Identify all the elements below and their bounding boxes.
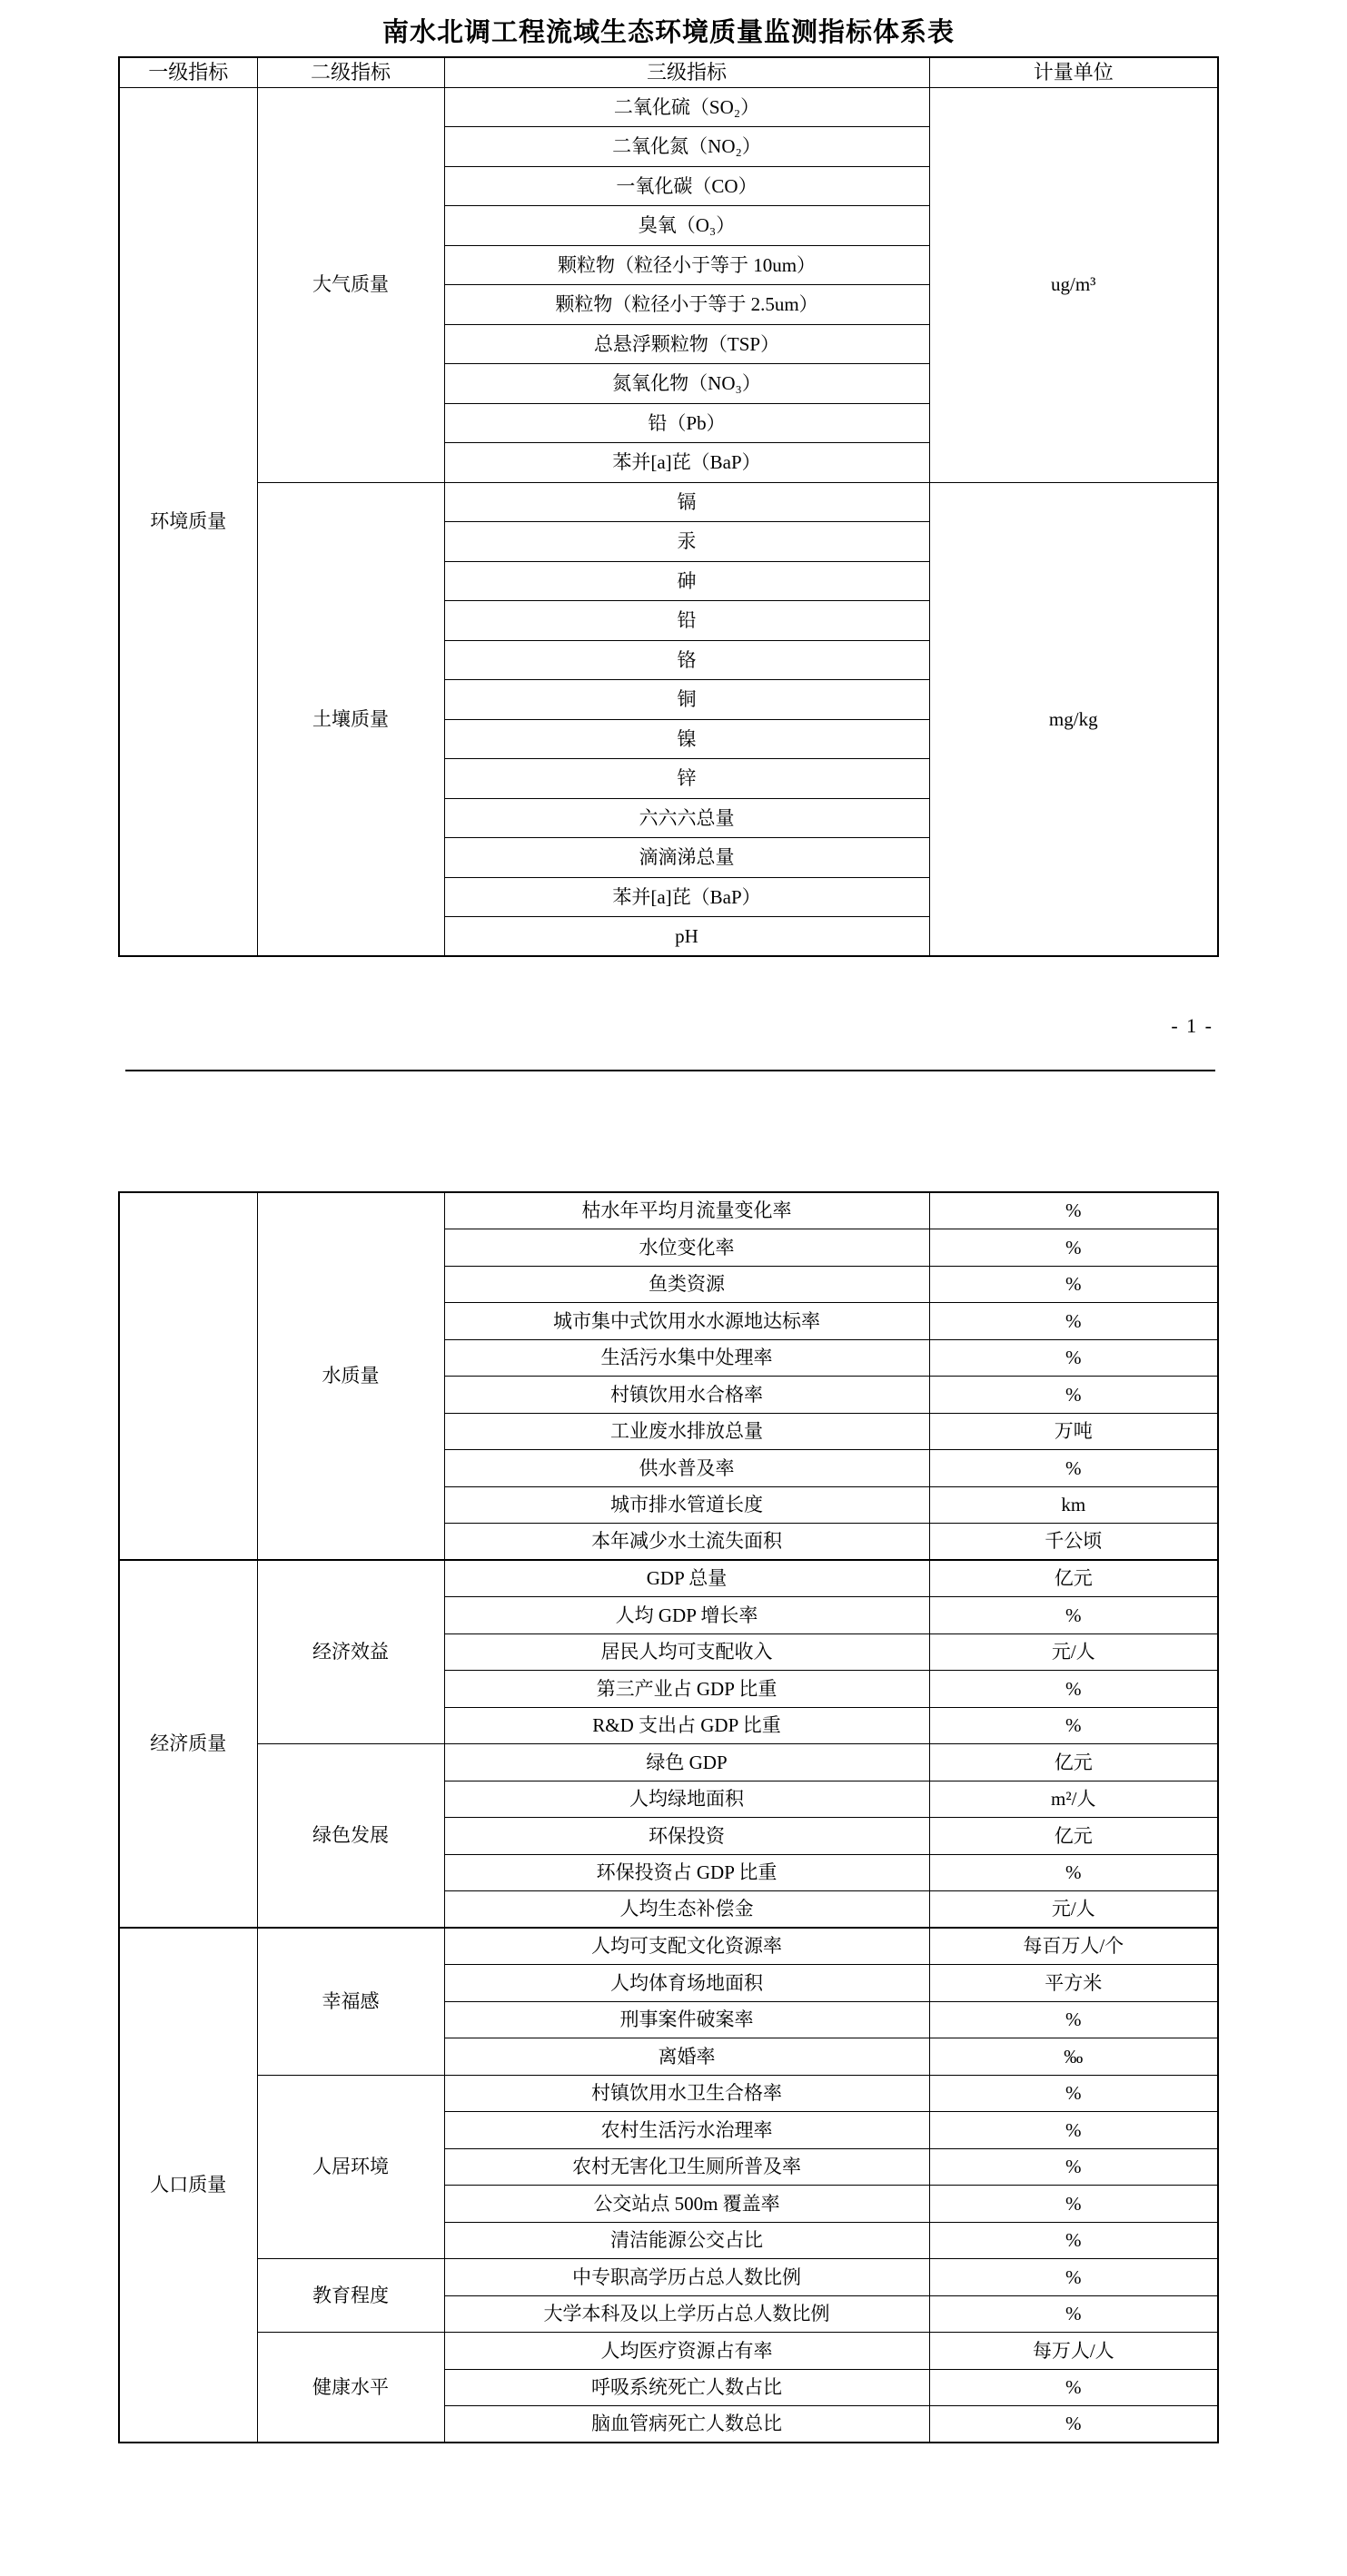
indicator-cell: 铬 <box>444 640 929 680</box>
indicator-cell: 村镇饮用水卫生合格率 <box>444 2075 929 2112</box>
indicator-cell: 滴滴涕总量 <box>444 838 929 878</box>
unit-cell: % <box>929 2369 1218 2406</box>
indicator-cell: 离婚率 <box>444 2038 929 2076</box>
indicator-cell: 苯并[a]芘（BaP） <box>444 877 929 917</box>
indicator-cell: 铜 <box>444 680 929 720</box>
indicator-cell: 环保投资占 GDP 比重 <box>444 1854 929 1891</box>
unit-cell: % <box>929 2222 1218 2259</box>
indicator-cell: 农村无害化卫生厕所普及率 <box>444 2148 929 2186</box>
indicator-cell: 大学本科及以上学历占总人数比例 <box>444 2295 929 2333</box>
unit-cell: 每万人/人 <box>929 2333 1218 2370</box>
level1-cell-empty <box>119 1192 257 1560</box>
unit-cell: m²/人 <box>929 1781 1218 1818</box>
level1-cell: 环境质量 <box>119 87 257 956</box>
indicator-cell: 人均 GDP 增长率 <box>444 1597 929 1634</box>
unit-cell: 亿元 <box>929 1818 1218 1855</box>
level2-cell: 健康水平 <box>257 2333 444 2443</box>
indicator-cell: 脑血管病死亡人数总比 <box>444 2406 929 2443</box>
level1-cell: 经济质量 <box>119 1560 257 1928</box>
indicator-table-page2 <box>118 1191 1219 2443</box>
indicator-cell: 一氧化碳（CO） <box>444 166 929 206</box>
unit-cell: 元/人 <box>929 1633 1218 1671</box>
unit-cell: % <box>929 1377 1218 1414</box>
indicator-cell: 鱼类资源 <box>444 1266 929 1303</box>
indicator-cell: 总悬浮颗粒物（TSP） <box>444 324 929 364</box>
indicator-cell: 城市排水管道长度 <box>444 1486 929 1524</box>
unit-cell: 平方米 <box>929 1965 1218 2002</box>
header-cell-level2: 二级指标 <box>257 57 444 87</box>
indicator-cell: 城市集中式饮用水水源地达标率 <box>444 1303 929 1340</box>
indicator-table-page1 <box>118 56 1219 957</box>
indicator-cell: 人均生态补偿金 <box>444 1891 929 1929</box>
indicator-cell: 人均医疗资源占有率 <box>444 2333 929 2370</box>
indicator-cell: 村镇饮用水合格率 <box>444 1377 929 1414</box>
unit-cell: 亿元 <box>929 1744 1218 1781</box>
indicator-cell: 刑事案件破案率 <box>444 2001 929 2038</box>
indicator-cell: 绿色 GDP <box>444 1744 929 1781</box>
indicator-cell: 工业废水排放总量 <box>444 1413 929 1450</box>
indicator-cell: 苯并[a]芘（BaP） <box>444 443 929 483</box>
indicator-cell: 人均可支配文化资源率 <box>444 1928 929 1965</box>
header-cell-unit: 计量单位 <box>929 57 1218 87</box>
unit-cell: % <box>929 1192 1218 1229</box>
table-row <box>119 482 1218 522</box>
indicator-cell: 人均体育场地面积 <box>444 1965 929 2002</box>
indicator-cell: 汞 <box>444 522 929 562</box>
unit-cell: % <box>929 1229 1218 1267</box>
unit-cell: 元/人 <box>929 1891 1218 1929</box>
header-row <box>119 57 1218 87</box>
indicator-cell: 供水普及率 <box>444 1450 929 1487</box>
unit-cell: % <box>929 2186 1218 2223</box>
table-row <box>119 1560 1218 1597</box>
indicator-cell: 清洁能源公交占比 <box>444 2222 929 2259</box>
indicator-cell: 锌 <box>444 759 929 799</box>
level2-cell: 人居环境 <box>257 2075 444 2259</box>
indicator-cell: 铅（Pb） <box>444 403 929 443</box>
indicator-cell: 中专职高学历占总人数比例 <box>444 2259 929 2296</box>
unit-cell: % <box>929 1303 1218 1340</box>
header-cell-level1: 一级指标 <box>119 57 257 87</box>
indicator-cell: 二氧化硫（SO₂） <box>444 87 929 127</box>
unit-cell: % <box>929 1671 1218 1708</box>
indicator-cell: 颗粒物（粒径小于等于 2.5um） <box>444 285 929 325</box>
level2-cell: 大气质量 <box>257 87 444 482</box>
unit-cell: % <box>929 1854 1218 1891</box>
unit-cell: km <box>929 1486 1218 1524</box>
table-row <box>119 2259 1218 2296</box>
indicator-cell: 枯水年平均月流量变化率 <box>444 1192 929 1229</box>
level2-cell: 土壤质量 <box>257 482 444 956</box>
indicator-cell: 二氧化氮（NO₂） <box>444 127 929 167</box>
unit-cell: 千公顷 <box>929 1524 1218 1561</box>
indicator-cell: 环保投资 <box>444 1818 929 1855</box>
unit-cell: % <box>929 2112 1218 2149</box>
indicator-cell: 呼吸系统死亡人数占比 <box>444 2369 929 2406</box>
indicator-cell: 铅 <box>444 601 929 641</box>
indicator-cell: 水位变化率 <box>444 1229 929 1267</box>
indicator-cell: 臭氧（O₃） <box>444 206 929 246</box>
unit-cell: % <box>929 2075 1218 2112</box>
indicator-cell: 氮氧化物（NO₃） <box>444 364 929 404</box>
unit-cell: ‰ <box>929 2038 1218 2076</box>
unit-cell: % <box>929 1339 1218 1377</box>
level2-cell: 幸福感 <box>257 1928 444 2075</box>
indicator-cell: GDP 总量 <box>444 1560 929 1597</box>
indicator-cell: 本年减少水土流失面积 <box>444 1524 929 1561</box>
unit-cell: 每百万人/个 <box>929 1928 1218 1965</box>
indicator-cell: 镍 <box>444 719 929 759</box>
table-row <box>119 1928 1218 1965</box>
indicator-cell: 六六六总量 <box>444 798 929 838</box>
indicator-cell: 生活污水集中处理率 <box>444 1339 929 1377</box>
document-title: 南水北调工程流域生态环境质量监测指标体系表 <box>381 18 955 47</box>
indicator-cell: 第三产业占 GDP 比重 <box>444 1671 929 1708</box>
unit-cell: 亿元 <box>929 1560 1218 1597</box>
level1-cell: 人口质量 <box>119 1928 257 2443</box>
table-row <box>119 1744 1218 1781</box>
indicator-cell: 人均绿地面积 <box>444 1781 929 1818</box>
unit-cell: 万吨 <box>929 1413 1218 1450</box>
level2-cell: 水质量 <box>257 1192 444 1560</box>
page-separator-rule <box>125 1070 1215 1071</box>
indicator-cell: 镉 <box>444 482 929 522</box>
unit-cell: % <box>929 2148 1218 2186</box>
table-row <box>119 2333 1218 2370</box>
unit-cell: % <box>929 2259 1218 2296</box>
unit-cell: ug/m³ <box>929 87 1218 482</box>
table-row <box>119 1192 1218 1229</box>
unit-cell: % <box>929 1450 1218 1487</box>
indicator-cell: 颗粒物（粒径小于等于 10um） <box>444 245 929 285</box>
unit-cell: % <box>929 2295 1218 2333</box>
level2-cell: 经济效益 <box>257 1560 444 1744</box>
indicator-cell: 居民人均可支配收入 <box>444 1633 929 1671</box>
table-row <box>119 2075 1218 2112</box>
indicator-cell: 砷 <box>444 561 929 601</box>
unit-cell: % <box>929 2406 1218 2443</box>
indicator-cell: pH <box>444 917 929 957</box>
unit-cell: % <box>929 1597 1218 1634</box>
unit-cell: % <box>929 1266 1218 1303</box>
indicator-cell: R&D 支出占 GDP 比重 <box>444 1707 929 1744</box>
level2-cell: 绿色发展 <box>257 1744 444 1929</box>
indicator-cell: 公交站点 500m 覆盖率 <box>444 2186 929 2223</box>
table-row <box>119 87 1218 127</box>
unit-cell: mg/kg <box>929 482 1218 956</box>
level2-cell: 教育程度 <box>257 2259 444 2333</box>
header-cell-level3: 三级指标 <box>444 57 929 87</box>
indicator-cell: 农村生活污水治理率 <box>444 2112 929 2149</box>
unit-cell: % <box>929 2001 1218 2038</box>
unit-cell: % <box>929 1707 1218 1744</box>
page-number: - 1 - <box>1171 1014 1213 1037</box>
